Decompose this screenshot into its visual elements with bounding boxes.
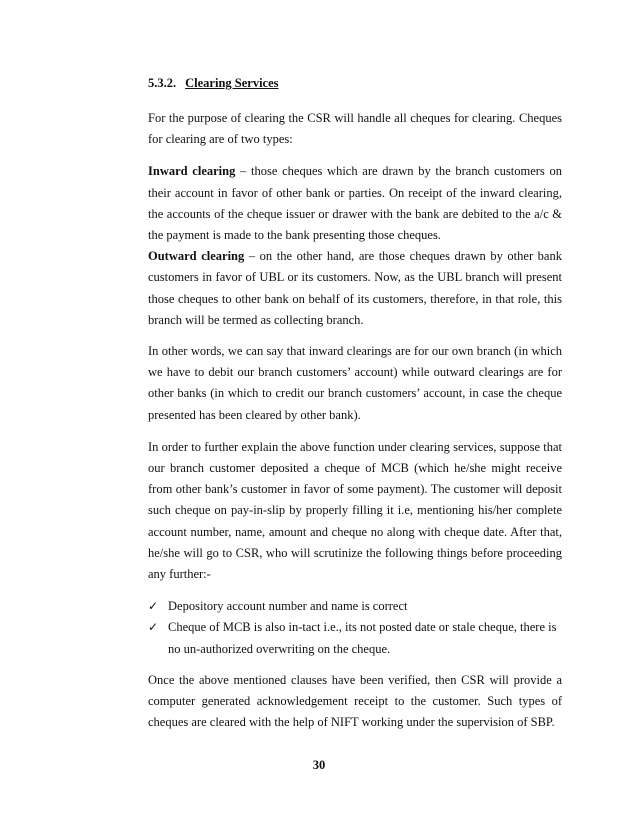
- section-title: Clearing Services: [185, 76, 279, 90]
- section-heading: [148, 75, 562, 91]
- outward-clearing-text: – on the other hand, are those cheques drawn by other bank customers in favor of UBL or its customers. Now, as the UBL branch will present those cheques to other bank on behalf of its customers, therefore, in that role, this branch will be termed as collecting branch.: [148, 249, 562, 327]
- inward-clearing-paragraph: [148, 161, 562, 246]
- document-page: [148, 70, 562, 733]
- outward-clearing-paragraph: [148, 246, 562, 331]
- checklist-item-text: Depository account number and name is correct: [168, 599, 408, 614]
- checklist-item-text: Cheque of MCB is also in-tact i.e., its not posted date or stale cheque, there is no un-authorized overwriting on the cheque.: [168, 620, 557, 656]
- checklist-item: [148, 596, 562, 617]
- outward-clearing-term: Outward clearing: [148, 249, 245, 264]
- explain-paragraph: In order to further explain the above function under clearing services, suppose that our branch customer deposited a cheque of MCB (which he/she might receive from other bank’s customer in favor of some payment). The customer will deposit such cheque on pay-in-slip by properly filling it i.e, mentioning his/her complete account number, name, amount and cheque no along with cheque date. After that, he/she will go to CSR, who will scrutinize the following things before proceeding any further:-: [148, 439, 562, 582]
- inward-clearing-term: Inward clearing: [148, 164, 236, 179]
- closing-paragraph: Once the above mentioned clauses have been verified, then CSR will provide a computer generated acknowledgement receipt to the customer. Such types of cheques are cleared with the help of NIFT working under the supervision of SBP.: [148, 672, 562, 730]
- intro-paragraph: For the purpose of clearing the CSR will handle all cheques for clearing. Cheques for clearing are of two types:: [148, 111, 562, 147]
- page-number: 30: [312, 758, 326, 772]
- section-number: 5.3.2.: [148, 76, 177, 90]
- other-words-paragraph: In other words, we can say that inward clearings are for our own branch (in which we have to debit our branch customers’ account) while outward clearings are for other banks (in which to credit our branch customers’ account, in case the cheque presented has been cleared by other bank).: [148, 344, 562, 422]
- checklist-item: [148, 617, 562, 659]
- checklist: [148, 596, 562, 660]
- checkmark-icon: ✓: [148, 599, 159, 614]
- inward-clearing-text: – those cheques which are drawn by the branch customers on their account in favor of other bank or parties. On receipt of the inward clearing, the accounts of the cheque issuer or drawer with the bank are debited to the a/c & the payment is made to the bank presenting those cheques.: [148, 164, 562, 243]
- checkmark-icon: ✓: [148, 620, 159, 635]
